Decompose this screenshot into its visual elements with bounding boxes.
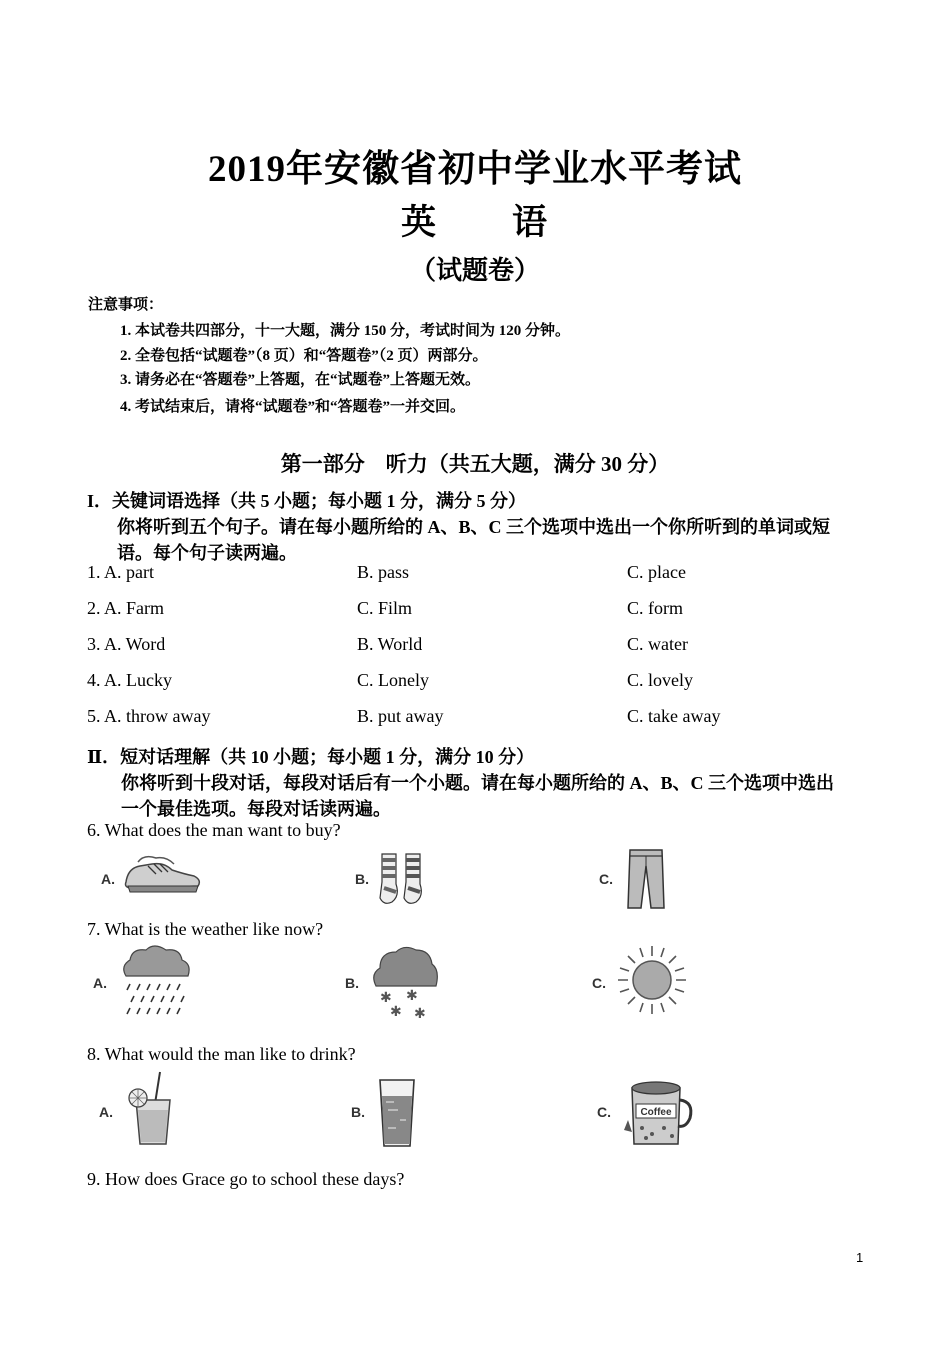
svg-text:✱: ✱ [414, 1006, 426, 1022]
option-a: 1. A. part [87, 562, 154, 582]
picture-letter-c: C. [592, 975, 606, 991]
snow-icon [370, 944, 440, 1024]
mug-label: Coffee [640, 1107, 672, 1118]
exam-title: 2019年安徽省初中学业水平考试 [208, 149, 742, 190]
option-c: C. form [627, 598, 683, 618]
notice-item: 1. 本试卷共四部分，十一大题，满分 150 分，考试时间为 120 分钟。 [120, 323, 571, 339]
svg-text:✱: ✱ [380, 990, 392, 1006]
picture-letter-c: C. [599, 871, 613, 887]
page-number: 1 [856, 1250, 864, 1265]
coffee-mug-icon [622, 1074, 694, 1148]
option-a: 5. A. throw away [87, 706, 211, 726]
section-instructions: 语。每个句子读两遍。 [117, 543, 297, 563]
picture-letter-c: C. [597, 1104, 611, 1120]
notice-item: 4. 考试结束后，请将“试题卷”和“答题卷”一并交回。 [120, 399, 466, 415]
option-a: 4. A. Lucky [87, 670, 172, 690]
section-heading: I．关键词语选择（共 5 小题；每小题 1 分，满分 5 分） [87, 491, 527, 511]
paper-type: （试题卷） [409, 256, 540, 285]
picture-letter-b: B. [355, 871, 369, 887]
section-instructions: 你将听到五个句子。请在每小题所给的 A、B、C 三个选项中选出一个你所听到的单词或短 [117, 517, 830, 537]
sun-icon [616, 944, 688, 1016]
question-8: 8. What would the man like to drink? [87, 1044, 356, 1064]
option-b: C. Lonely [357, 670, 429, 690]
picture-letter-b: B. [351, 1104, 365, 1120]
option-c: C. water [627, 634, 688, 654]
picture-letter-a: A. [101, 871, 115, 887]
section-heading: Ⅱ．短对话理解（共 10 小题；每小题 1 分，满分 10 分） [87, 747, 535, 767]
option-a: 3. A. Word [87, 634, 166, 654]
option-b: B. World [357, 634, 423, 654]
svg-text:✱: ✱ [406, 988, 418, 1004]
section-instructions: 一个最佳选项。每段对话读两遍。 [121, 799, 391, 819]
section-instructions: 你将听到十段对话，每段对话后有一个小题。请在每小题所给的 A、B、C 三个选项中选出 [121, 773, 834, 793]
picture-letter-b: B. [345, 975, 359, 991]
option-c: C. take away [627, 706, 721, 726]
rain-icon [116, 944, 194, 1022]
orange-juice-icon [124, 1070, 180, 1148]
option-b: B. put away [357, 706, 444, 726]
question-6: 6. What does the man want to buy? [87, 820, 341, 840]
trousers-icon [624, 848, 668, 910]
part-heading: 第一部分 听力（共五大题，满分 30 分） [280, 452, 670, 476]
option-a: 2. A. Farm [87, 598, 165, 618]
notice-item: 2. 全卷包括“试题卷”（8 页）和“答题卷”（2 页）两部分。 [120, 348, 488, 364]
notice-item: 3. 请务必在“答题卷”上答题，在“试题卷”上答题无效。 [120, 372, 481, 388]
question-7: 7. What is the weather like now? [87, 919, 324, 939]
exam-subject: 英 语 [400, 203, 549, 242]
picture-letter-a: A. [99, 1104, 113, 1120]
picture-letter-a: A. [93, 975, 107, 991]
option-c: C. place [627, 562, 686, 582]
question-9: 9. How does Grace go to school these days? [87, 1169, 405, 1189]
socks-icon [372, 852, 434, 908]
sneakers-icon [122, 852, 204, 896]
svg-text:✱: ✱ [390, 1004, 402, 1020]
option-b: C. Film [357, 598, 413, 618]
water-glass-icon [374, 1076, 420, 1150]
notice-title: 注意事项： [88, 297, 164, 313]
option-b: B. pass [357, 562, 410, 582]
option-c: C. lovely [627, 670, 693, 690]
